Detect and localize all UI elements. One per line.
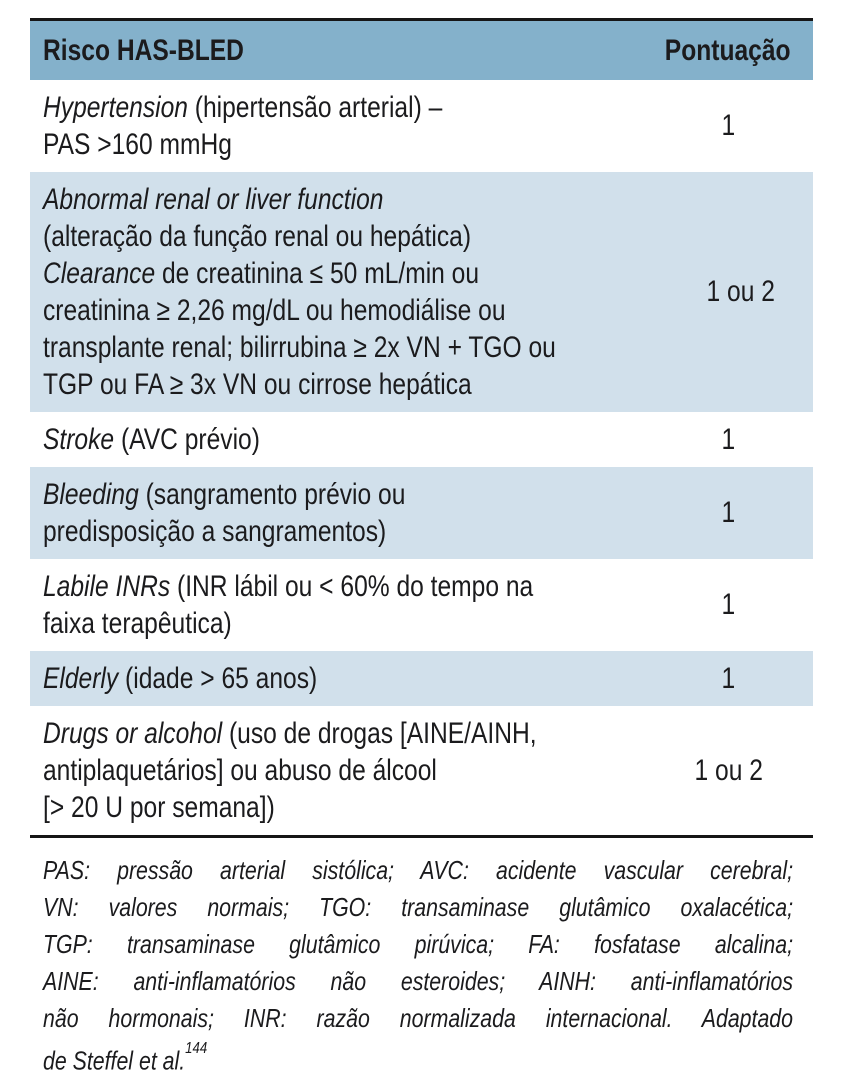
row-label-line: Abnormal renal or liver function: [43, 183, 384, 216]
row-label-line: Bleeding (sangramento prévio ou: [43, 478, 406, 511]
reference-superscript: 144: [185, 1038, 208, 1057]
table-header-row: [30, 18, 813, 80]
table-row: [30, 172, 813, 412]
row-label-line: Clearance de creatinina ≤ 50 mL/min ou: [43, 257, 480, 290]
row-label: [30, 412, 643, 467]
footnote-line: VN: valores normais; TGO: transaminase glutâmico oxalacética;: [43, 892, 794, 922]
row-label-line: Stroke (AVC prévio): [43, 423, 260, 456]
header-cell-risk: [30, 34, 643, 68]
row-label-line: antiplaquetários] ou abuso de álcool: [43, 754, 437, 787]
table-body: [30, 80, 813, 838]
row-score: 1: [721, 588, 735, 621]
table-row: [30, 559, 813, 651]
row-label: [30, 172, 668, 412]
table-row: [30, 80, 813, 172]
header-risk-label: Risco HAS-BLED: [43, 33, 244, 67]
row-label-line: transplante renal; bilirrubina ≥ 2x VN + TGO ou: [43, 331, 556, 364]
header-score-label: Pontuação: [665, 33, 791, 67]
row-label-line: Labile INRs (INR lábil ou < 60% do tempo na: [43, 570, 534, 603]
footnote-line: de Steffel et al.$^{144}$: [43, 1038, 208, 1076]
footnote-line: não hormonais; INR: razão normalizada internacional. Adaptado: [43, 1003, 794, 1033]
row-label: [30, 80, 643, 172]
row-label-line: Hypertension (hipertensão arterial) –: [43, 91, 443, 124]
row-label: [30, 706, 645, 835]
row-label-line: predisposição a sangramentos): [43, 515, 387, 548]
row-label-line: creatinina ≥ 2,26 mg/dL ou hemodiálise ou: [43, 294, 506, 327]
row-label-line: PAS >160 mmHg: [43, 128, 232, 161]
row-label: [30, 467, 643, 559]
row-score: 1: [721, 661, 735, 695]
row-score: 1 ou 2: [706, 275, 775, 308]
table-row: [30, 467, 813, 559]
table-row: [30, 706, 813, 835]
table-footnote: [43, 852, 793, 1074]
footnote-line: TGP: transaminase glutâmico pirúvica; FA: fosfatase alcalina;: [43, 929, 794, 959]
row-label: [30, 559, 643, 651]
row-label-line: TGP ou FA ≥ 3x VN ou cirrose hepática: [43, 368, 472, 401]
row-score: 1: [721, 109, 735, 142]
row-label-line: Drugs or alcohol (uso de drogas [AINE/AINH,: [43, 717, 537, 750]
row-label-line: (alteração da função renal ou hepática): [43, 220, 472, 253]
row-score: 1: [721, 496, 735, 529]
row-label-line: [> 20 U por semana]): [43, 791, 275, 824]
footnote-line: PAS: pressão arterial sistólica; AVC: acidente vascular cerebral;: [43, 855, 794, 885]
header-cell-score: [643, 34, 813, 68]
table-row: [30, 651, 813, 706]
row-score: 1: [721, 422, 735, 456]
row-label-line: Elderly (idade > 65 anos): [43, 662, 318, 695]
row-label-line: faixa terapêutica): [43, 607, 232, 640]
row-label: [30, 651, 643, 706]
table-row: [30, 412, 813, 467]
row-score: 1 ou 2: [694, 753, 764, 787]
has-bled-table: [30, 18, 813, 1074]
footnote-line: AINE: anti-inflamatórios não esteroides; AINH: anti-inflamatórios: [43, 966, 794, 996]
